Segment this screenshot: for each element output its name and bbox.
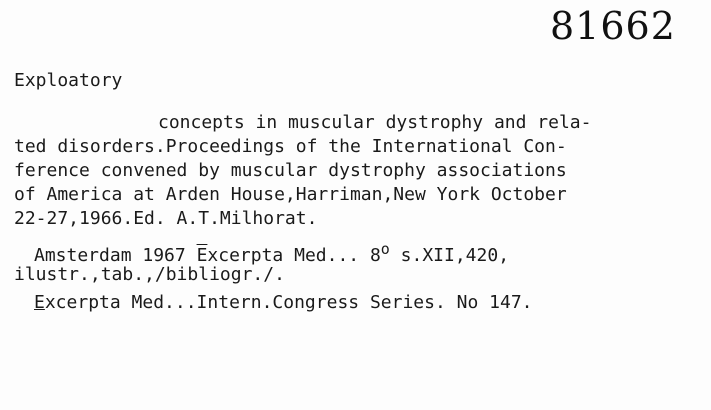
title-line-1: concepts in muscular dystrophy and rela- — [158, 112, 592, 133]
details-line: ilustr.,tab.,/bibliogr./. — [14, 264, 285, 285]
title-line-4: of America at Arden House,Harriman,New York October — [14, 184, 567, 205]
title-line-5: 22-27,1966.Ed. A.T.Milhorat. — [14, 208, 318, 229]
series-text: xcerpta Med...Intern.Congress Series. No 147. — [44, 292, 533, 313]
imprint-marked-letter: $\overline{E}$ — [196, 245, 208, 266]
imprint-line — [34, 238, 509, 267]
title-line-2: ted disorders.Proceedings of the International Con- — [14, 136, 567, 157]
imprint-publisher: xcerpta Med... 8 — [207, 245, 381, 266]
series-line — [34, 292, 533, 314]
card-number: 81662 — [550, 4, 676, 48]
title-line-3: ference convened by muscular dystrophy associations — [14, 160, 567, 181]
format-degree: o — [380, 240, 390, 258]
series-marked-letter: E — [34, 292, 45, 313]
imprint-pages: s.XII,420, — [389, 245, 510, 266]
imprint-place-year: Amsterdam 1967 — [34, 245, 197, 266]
card-heading: Exploatory — [14, 70, 123, 91]
